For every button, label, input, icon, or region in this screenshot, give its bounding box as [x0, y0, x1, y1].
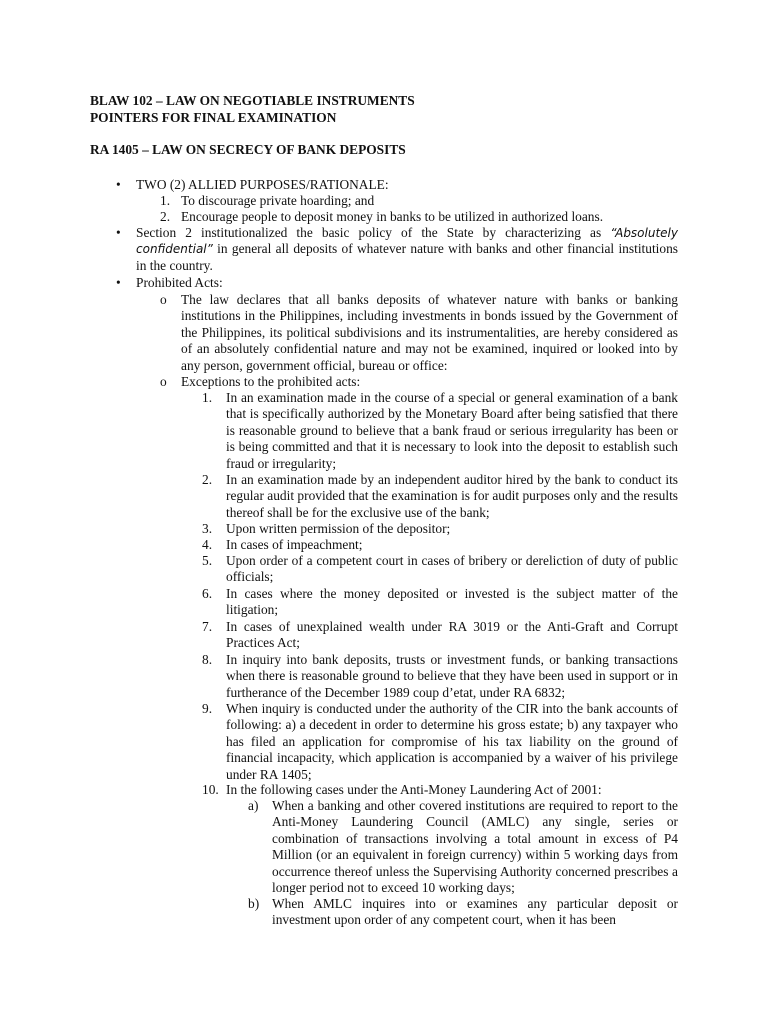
section-2-paragraph: [136, 225, 678, 274]
exception-item: In the following cases under the Anti-Money Laundering Act of 2001:: [226, 782, 602, 797]
exception-item: Upon order of a competent court in cases of bribery or dereliction of duty of public officials;: [226, 553, 678, 585]
exception-item: In cases of impeachment;: [226, 537, 363, 552]
exception-item: In an examination made in the course of a special or general examination of a bank that is specifically authorized by the Monetary Board after being satisfied that there is reasonable ground to believe that a bank fraud or serious irregularity has been or is being committed and that it is necessary to look into the deposit to establish such fraud or irregularity;: [226, 390, 678, 471]
list-number: 4.: [202, 537, 213, 552]
bullet-marker: •: [116, 275, 121, 290]
document-subtitle: POINTERS FOR FINAL EXAMINATION: [90, 110, 337, 125]
prohibited-acts-label: Prohibited Acts:: [136, 275, 223, 290]
amla-item: When AMLC inquires into or examines any particular deposit or investment upon order of any competent court, when it has been: [272, 896, 678, 928]
section-2-text-end: in general all deposits of whatever nature with banks and other financial institutions in the country.: [136, 241, 678, 273]
exceptions-label: Exceptions to the prohibited acts:: [181, 374, 361, 389]
bullet-marker: •: [116, 225, 121, 240]
list-number: 1.: [160, 193, 171, 208]
list-number: 1.: [202, 390, 213, 405]
list-number: 5.: [202, 553, 213, 568]
sub-bullet-marker: o: [160, 292, 167, 307]
exception-item: Upon written permission of the depositor;: [226, 521, 451, 536]
sub-bullet-marker: o: [160, 374, 167, 389]
section-heading: RA 1405 – LAW ON SECRECY OF BANK DEPOSITS: [90, 142, 406, 157]
allied-purposes-label: TWO (2) ALLIED PURPOSES/RATIONALE:: [136, 177, 389, 192]
exception-item: In cases of unexplained wealth under RA 3019 or the Anti-Graft and Corrupt Practices Act;: [226, 619, 678, 651]
alpha-marker: b): [248, 896, 260, 911]
amla-item: When a banking and other covered institutions are required to report to the Anti-Money Laundering Council (AMLC) any single, series or combination of transactions involving a total amount in excess of P4 Million (or an equivalent in foreign currency) within 5 working days from occurrence thereof unless the Supervising Authority concerned prescribes a longer period not to exceed 10 working days;: [272, 798, 678, 896]
list-number: 2.: [202, 472, 213, 487]
exception-item: In inquiry into bank deposits, trusts or investment funds, or banking transactions when there is reasonable ground to believe that they have been used in support or in furtherance of the December 1989 coup d’etat, under RA 6832;: [226, 652, 678, 700]
exception-item: In cases where the money deposited or invested is the subject matter of the litigation;: [226, 586, 678, 618]
list-number: 8.: [202, 652, 213, 667]
course-title: BLAW 102 – LAW ON NEGOTIABLE INSTRUMENTS: [90, 93, 415, 108]
list-number: 7.: [202, 619, 213, 634]
list-number: 2.: [160, 209, 171, 224]
purpose-item: To discourage private hoarding; and: [181, 193, 375, 208]
exception-item: In an examination made by an independent auditor hired by the bank to conduct its regular audit provided that the examination is for audit purposes only and the results thereof shall be for the exclusive use of the bank;: [226, 472, 678, 520]
exception-item: When inquiry is conducted under the authority of the CIR into the bank accounts of following: a) a decedent in order to determine his gross estate; b) any taxpayer who has filed an application for compromise of his tax liability on the ground of financial incapacity, which application is accompanied by a waiver of his privilege under RA 1405;: [226, 701, 678, 782]
list-number: 9.: [202, 701, 213, 716]
bullet-marker: •: [116, 177, 121, 192]
absolutely-confidential-phrase: “Absolutely confidential”: [136, 226, 678, 257]
alpha-marker: a): [248, 798, 259, 813]
list-number: 10.: [202, 782, 219, 797]
list-number: 3.: [202, 521, 213, 536]
section-2-text: Section 2 institutionalized the basic policy of the State by characterizing as: [136, 225, 611, 240]
purpose-item: Encourage people to deposit money in banks to be utilized in authorized loans.: [181, 209, 604, 224]
prohibited-acts-paragraph: The law declares that all banks deposits of whatever nature with banks or banking institutions in the Philippines, including investments in bonds issued by the Government of the Philippines, its political subdivisions and its instrumentalities, are hereby considered as of an absolutely confidential nature and may not be examined, inquired or looked into by any person, government official, bureau or office:: [181, 292, 678, 373]
list-number: 6.: [202, 586, 213, 601]
